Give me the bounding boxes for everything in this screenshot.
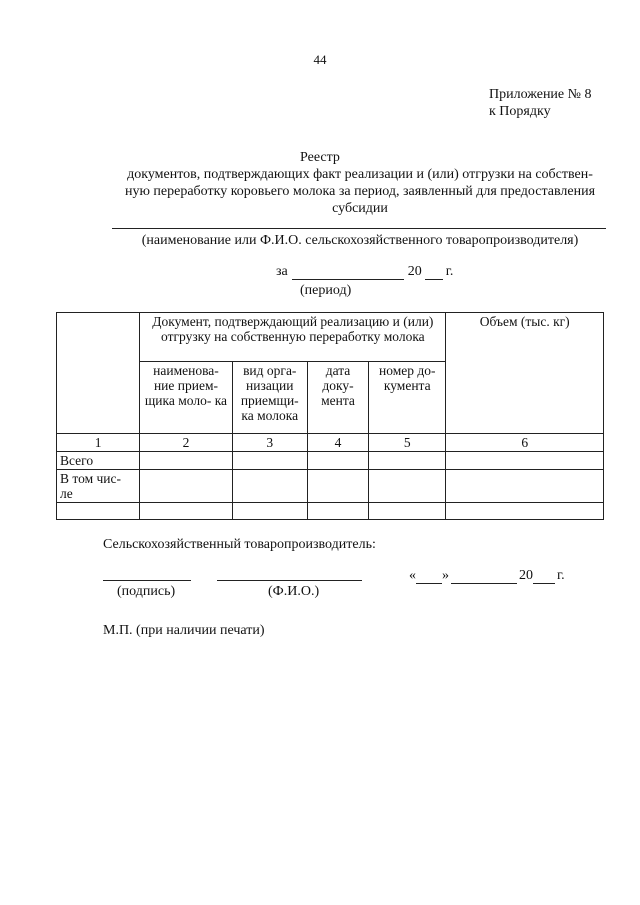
col-number: 4 — [307, 434, 368, 452]
register-line-2: ную переработку коровьего молока за период, заявленный для предоставления — [124, 184, 596, 199]
table-cell — [232, 470, 307, 503]
date-close-quote: » — [442, 568, 449, 583]
appendix-header — [489, 86, 592, 120]
table-cell — [446, 503, 604, 520]
row-total-label: Всего — [57, 452, 140, 470]
producer-name-label: (наименование или Ф.И.О. сельскохозяйственного товаропроизводителя) — [141, 233, 579, 248]
date-open-quote: « — [409, 568, 416, 583]
doc-header-cell: Документ, подтверждающий реализацию и (или) отгрузку на собственную переработку молока — [140, 313, 446, 362]
table-cell — [307, 470, 368, 503]
col-number: 3 — [232, 434, 307, 452]
table-row-empty — [57, 503, 604, 520]
producer-label: Сельскохозяйственный товаропроизводитель: — [103, 537, 376, 552]
fio-line — [217, 580, 362, 581]
header-empty-cell — [57, 313, 140, 434]
table-cell — [446, 452, 604, 470]
table-row-including — [57, 470, 604, 503]
table-cell — [232, 452, 307, 470]
table-cell — [140, 470, 232, 503]
subheader-doc-date: дата доку- мента — [307, 362, 368, 434]
table-cell — [140, 503, 232, 520]
register-title: Реестр — [300, 150, 340, 165]
period-year-blank — [425, 265, 443, 280]
register-description — [100, 166, 620, 217]
signature-line — [103, 580, 191, 581]
registry-table — [56, 312, 604, 520]
subheader-receiver-type: вид орга- низации приемщи- ка молока — [232, 362, 307, 434]
table-cell — [369, 452, 446, 470]
stamp-label: М.П. (при наличии печати) — [103, 623, 265, 638]
table-header-row — [57, 313, 604, 362]
producer-name-line — [112, 228, 606, 229]
signature-label: (подпись) — [117, 584, 176, 599]
table-cell — [232, 503, 307, 520]
table-cell — [307, 452, 368, 470]
register-line-1: документов, подтверждающих факт реализации и (или) отгрузки на собствен- — [127, 167, 593, 182]
table-cell — [307, 503, 368, 520]
table-row-total — [57, 452, 604, 470]
period-year-suffix: г. — [445, 264, 454, 279]
table-cell — [57, 503, 140, 520]
col-number: 6 — [446, 434, 604, 452]
table-cell — [140, 452, 232, 470]
period-prefix: за — [276, 264, 288, 279]
appendix-line-2: к Порядку — [489, 104, 551, 119]
day-blank — [416, 569, 442, 584]
period-line — [276, 264, 453, 280]
date-line — [409, 568, 565, 584]
col-number: 2 — [140, 434, 232, 452]
volume-header-cell: Объем (тыс. кг) — [446, 313, 604, 434]
column-number-row — [57, 434, 604, 452]
table-cell — [446, 470, 604, 503]
col-number: 5 — [369, 434, 446, 452]
register-line-3: субсидии — [332, 201, 388, 216]
page-number: 44 — [313, 52, 327, 67]
month-blank — [451, 569, 517, 584]
subheader-receiver-name: наименова- ние прием- щика моло- ка — [140, 362, 232, 434]
period-blank — [292, 265, 404, 280]
period-label: (период) — [300, 283, 352, 298]
appendix-line-1: Приложение № 8 — [489, 87, 592, 102]
col-number: 1 — [57, 434, 140, 452]
row-including-label: В том чис- ле — [57, 470, 140, 503]
fio-label: (Ф.И.О.) — [268, 584, 320, 599]
subheader-doc-number: номер до- кумента — [369, 362, 446, 434]
period-year-prefix: 20 — [407, 264, 422, 279]
date-year-prefix: 20 — [519, 568, 533, 583]
table-cell — [369, 470, 446, 503]
date-year-suffix: г. — [557, 568, 565, 583]
table-cell — [369, 503, 446, 520]
year-blank — [533, 569, 555, 584]
